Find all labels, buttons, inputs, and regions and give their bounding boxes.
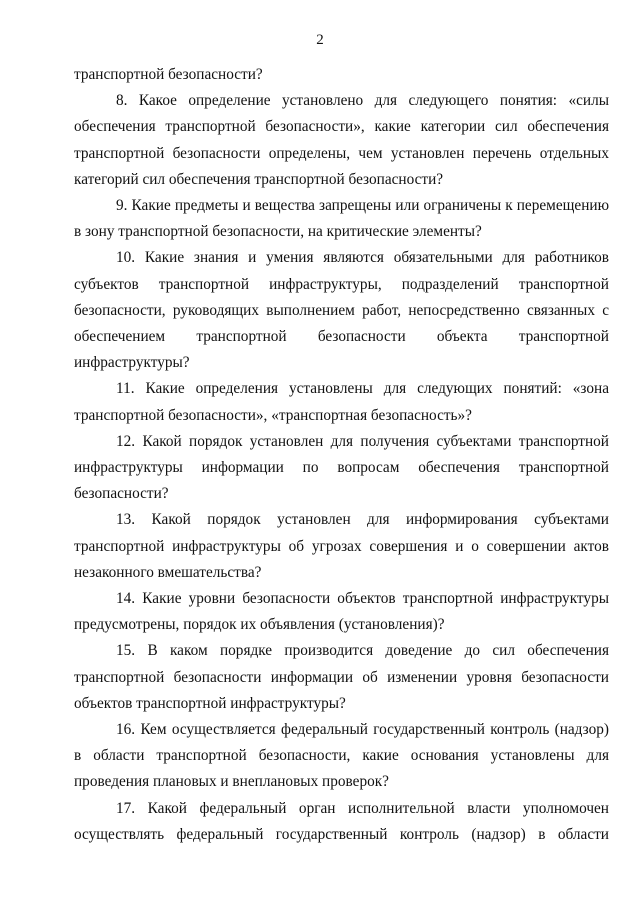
- paragraph-continuation: транспортной безопасности?: [74, 66, 263, 83]
- paragraph-question-14: 14. Какие уровни безопасности объектов транспортной инфраструктуры предусмотрены, порядок их объявления (установления)?: [74, 590, 609, 634]
- page-number: 2: [316, 32, 324, 48]
- paragraph-question-10: 10. Какие знания и умения являются обязательными для работников субъектов транспортной инфраструктуры, подразделений транспортной безопасности, руководящих выполнением работ, непосредственно связанных с обеспечением транспортной безопасности объекта транспортной инфраструктуры?: [74, 249, 609, 372]
- paragraph-question-15: 15. В каком порядке производится доведение до сил обеспечения транспортной безопасности информации об изменении уровня безопасности объектов транспортной инфраструктуры?: [74, 642, 609, 712]
- paragraph-question-8: 8. Какое определение установлено для следующего понятия: «силы обеспечения транспортной безопасности», какие категории сил обеспечения транспортной безопасности определены, чем установлен перечень отдельных категорий сил обеспечения транспортной безопасности?: [74, 92, 609, 188]
- paragraph-question-9: 9. Какие предметы и вещества запрещены или ограничены к перемещению в зону транспортной безопасности, на критические элементы?: [74, 197, 609, 241]
- paragraph-question-13: 13. Какой порядок установлен для информирования субъектами транспортной инфраструктуры об угрозах совершения и о совершении актов незаконного вмешательства?: [74, 511, 609, 581]
- paragraph-question-12: 12. Какой порядок установлен для получения субъектами транспортной инфраструктуры информации по вопросам обеспечения транспортной безопасности?: [74, 432, 609, 503]
- paragraph-question-17: 17. Какой федеральный орган исполнительной власти уполномочен осуществлять федеральный государственный контроль (надзор) в области: [74, 799, 609, 843]
- document-body: [74, 62, 609, 848]
- paragraph-question-11: 11. Какие определения установлены для следующих понятий: «зона транспортной безопасности», «транспортная безопасность»?: [74, 380, 609, 424]
- paragraph-question-16: 16. Кем осуществляется федеральный государственный контроль (надзор) в области транспортной безопасности, какие основания установлены для проведения плановых и внеплановых проверок?: [74, 721, 609, 791]
